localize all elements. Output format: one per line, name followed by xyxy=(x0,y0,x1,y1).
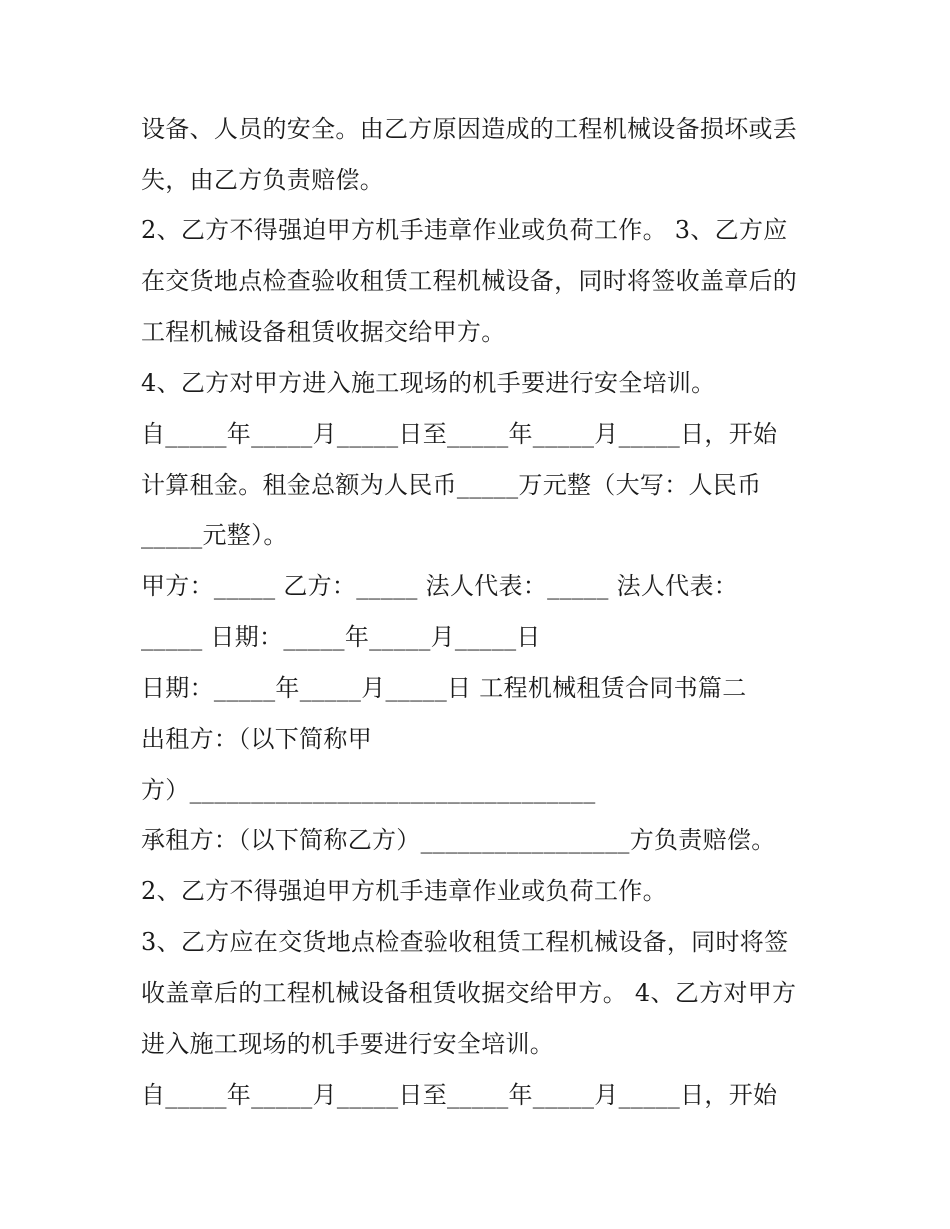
text-line: 2、乙方不得强迫甲方机手违章作业或负荷工作。 xyxy=(141,877,667,905)
text-line: 自_____年_____月_____日至_____年_____月_____日，开始 xyxy=(141,420,778,448)
text-line: 日期：_____年_____月_____日 工程机械租赁合同书篇二 xyxy=(141,674,747,702)
text-line: 在交货地点检查验收租赁工程机械设备，同时将签收盖章后的 xyxy=(141,267,798,295)
text-line: 进入施工现场的机手要进行安全培训。 xyxy=(141,1030,555,1058)
text-line: 失，由乙方负责赔偿。 xyxy=(141,166,384,194)
text-line: 4、乙方对甲方进入施工现场的机手要进行安全培训。 xyxy=(141,369,716,397)
text-line: 出租方：（以下简称甲 xyxy=(141,725,372,753)
text-line: 计算租金。租金总额为人民币_____万元整（大写：人民币 xyxy=(141,471,762,499)
text-line: 工程机械设备租赁收据交给甲方。 xyxy=(141,318,506,346)
text-line: 2、乙方不得强迫甲方机手违章作业或负荷工作。 3、乙方应 xyxy=(141,216,788,244)
text-line: 承租方：（以下简称乙方）_________________方负责赔偿。 xyxy=(141,826,776,854)
text-line: 设备、人员的安全。由乙方原因造成的工程机械设备损坏或丢 xyxy=(141,115,798,143)
text-line: 3、乙方应在交货地点检查验收租赁工程机械设备，同时将签 xyxy=(141,928,789,956)
text-line: 甲方：_____ 乙方：_____ 法人代表：_____ 法人代表： xyxy=(141,572,739,600)
text-line: _____元整）。 xyxy=(141,521,288,549)
text-line: 方）_________________________________ xyxy=(141,776,596,804)
text-line: _____ 日期：_____年_____月_____日 xyxy=(141,623,541,651)
text-line: 自_____年_____月_____日至_____年_____月_____日，开始 xyxy=(141,1081,778,1109)
text-line: 收盖章后的工程机械设备租赁收据交给甲方。 4、乙方对甲方 xyxy=(141,979,797,1007)
